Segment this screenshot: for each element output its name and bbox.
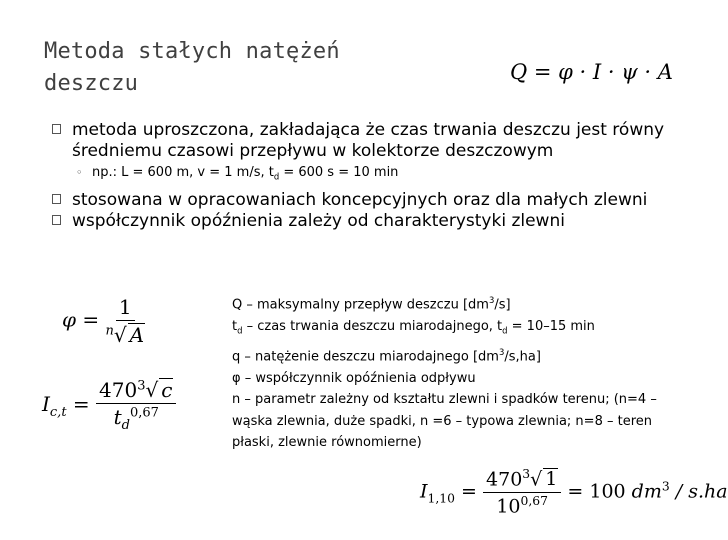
phi-numerator: 1	[116, 296, 135, 321]
I110-sub: 1,10	[427, 491, 455, 506]
legend-text: /s]	[494, 297, 511, 313]
I110-denominator	[496, 493, 548, 517]
legend-sup: 3	[498, 346, 505, 357]
I110-unit-rest: / s.ha	[675, 480, 728, 503]
legend-line: φ – współczynnik opóźnienia odpływu	[232, 370, 476, 386]
I-num-coef: 470	[99, 378, 138, 402]
legend-text: = 10–15 min	[507, 318, 595, 334]
intensity-example-formula: $I_{1,10}$ = $\frac{470^3√ 1}{10^{0,67}}$ = 100 $dm^3 / s.ha$	[420, 467, 728, 518]
legend-text: Q – maksymalny przepływ deszczu [dm	[232, 297, 489, 313]
legend-line: n – parametr zależny od kształtu zlewni i spadków terenu; (n=4 – wąska zlewnia, duże spadki, n =6 – typowa zlewnia; n=8 – teren płaski, zlewnie równomierne)	[232, 392, 657, 451]
sub-bullet-suffix: = 600 s = 10 min	[279, 165, 399, 180]
phi-root-index: n	[105, 323, 114, 339]
slide-title: Metoda stałych natężeń deszczu	[44, 39, 340, 96]
I110-num-coef: 470	[486, 468, 523, 491]
main-formula: Q = φ · I · ψ · A	[510, 60, 673, 84]
sub-bullet-prefix: np.: L = 600 m, v = 1 m/s, t	[92, 165, 274, 180]
bullet-text: stosowana w opracowaniach koncepcyjnych oraz dla małych zlewni	[72, 189, 648, 210]
I110-radicand: 1	[545, 468, 558, 491]
I-numerator: $470^3√$ c	[96, 378, 176, 404]
bullet-item	[52, 211, 682, 232]
intensity-formula: $I_{c,t}$ = $\frac{470^3√ c}{t_d^{0,67}}$	[42, 378, 176, 433]
legend-text: /s,ha]	[504, 349, 541, 365]
I110-den-base: 10	[496, 495, 521, 518]
I110-root-index: 3	[522, 467, 531, 481]
checkbox-bullet-icon	[52, 215, 61, 225]
circle-bullet-icon: ◦	[76, 166, 83, 179]
legend-text: – czas trwania deszczu miarodajnego, t	[242, 318, 503, 334]
I-fraction	[96, 378, 176, 433]
phi-radicand: A	[129, 323, 145, 347]
bullet-text: metoda uproszczona, zakładająca że czas trwania deszczu jest równy średniemu czasowi przepływu w kolektorze deszczowym	[72, 120, 665, 161]
legend-sup: 3	[488, 295, 495, 305]
legend-sub: d	[502, 325, 508, 336]
legend-line	[232, 342, 682, 368]
I110-numerator: $470^3√$ 1	[483, 468, 561, 493]
phi-denominator: $^n$√ A	[105, 323, 145, 347]
I-radicand: c	[161, 378, 173, 402]
legend-sub: d	[237, 325, 243, 336]
I110-result: = 100	[567, 480, 626, 503]
I110-unit-exp: 3	[661, 479, 670, 494]
sub-bullet-item	[52, 163, 682, 187]
legend-line	[232, 290, 682, 316]
phi-lhs: φ	[62, 307, 77, 332]
bullet-item	[52, 120, 682, 162]
legend-text: t	[232, 318, 238, 334]
I110-lhs: I	[420, 480, 428, 503]
I-lhs: I	[42, 392, 50, 417]
bullet-list	[52, 120, 682, 232]
I-den-base: t	[113, 405, 122, 429]
legend-text: q – natężenie deszczu miarodajnego [dm	[232, 349, 499, 365]
symbol-legend	[232, 290, 682, 454]
phi-formula: φ = $\frac{1}{^n√ A}$	[62, 295, 145, 347]
I-denominator	[114, 404, 159, 433]
I110-unit: dm	[631, 480, 662, 503]
sub-bullet-subscript: d	[273, 171, 280, 182]
I-root-index: 3	[137, 378, 146, 394]
I110-den-exp: 0,67	[520, 494, 549, 509]
checkbox-bullet-icon	[52, 124, 61, 134]
I-den-exp: 0,67	[129, 405, 159, 421]
bullet-item	[52, 190, 682, 211]
I-den-sub: d	[121, 418, 130, 433]
checkbox-bullet-icon	[52, 194, 61, 204]
bullet-text: współczynnik opóźnienia zależy od charakterystyki zlewni	[72, 210, 565, 231]
I-lhs-sub: c,t	[49, 405, 67, 421]
phi-fraction	[106, 296, 146, 346]
legend-line	[232, 316, 682, 342]
I110-fraction	[483, 468, 561, 517]
